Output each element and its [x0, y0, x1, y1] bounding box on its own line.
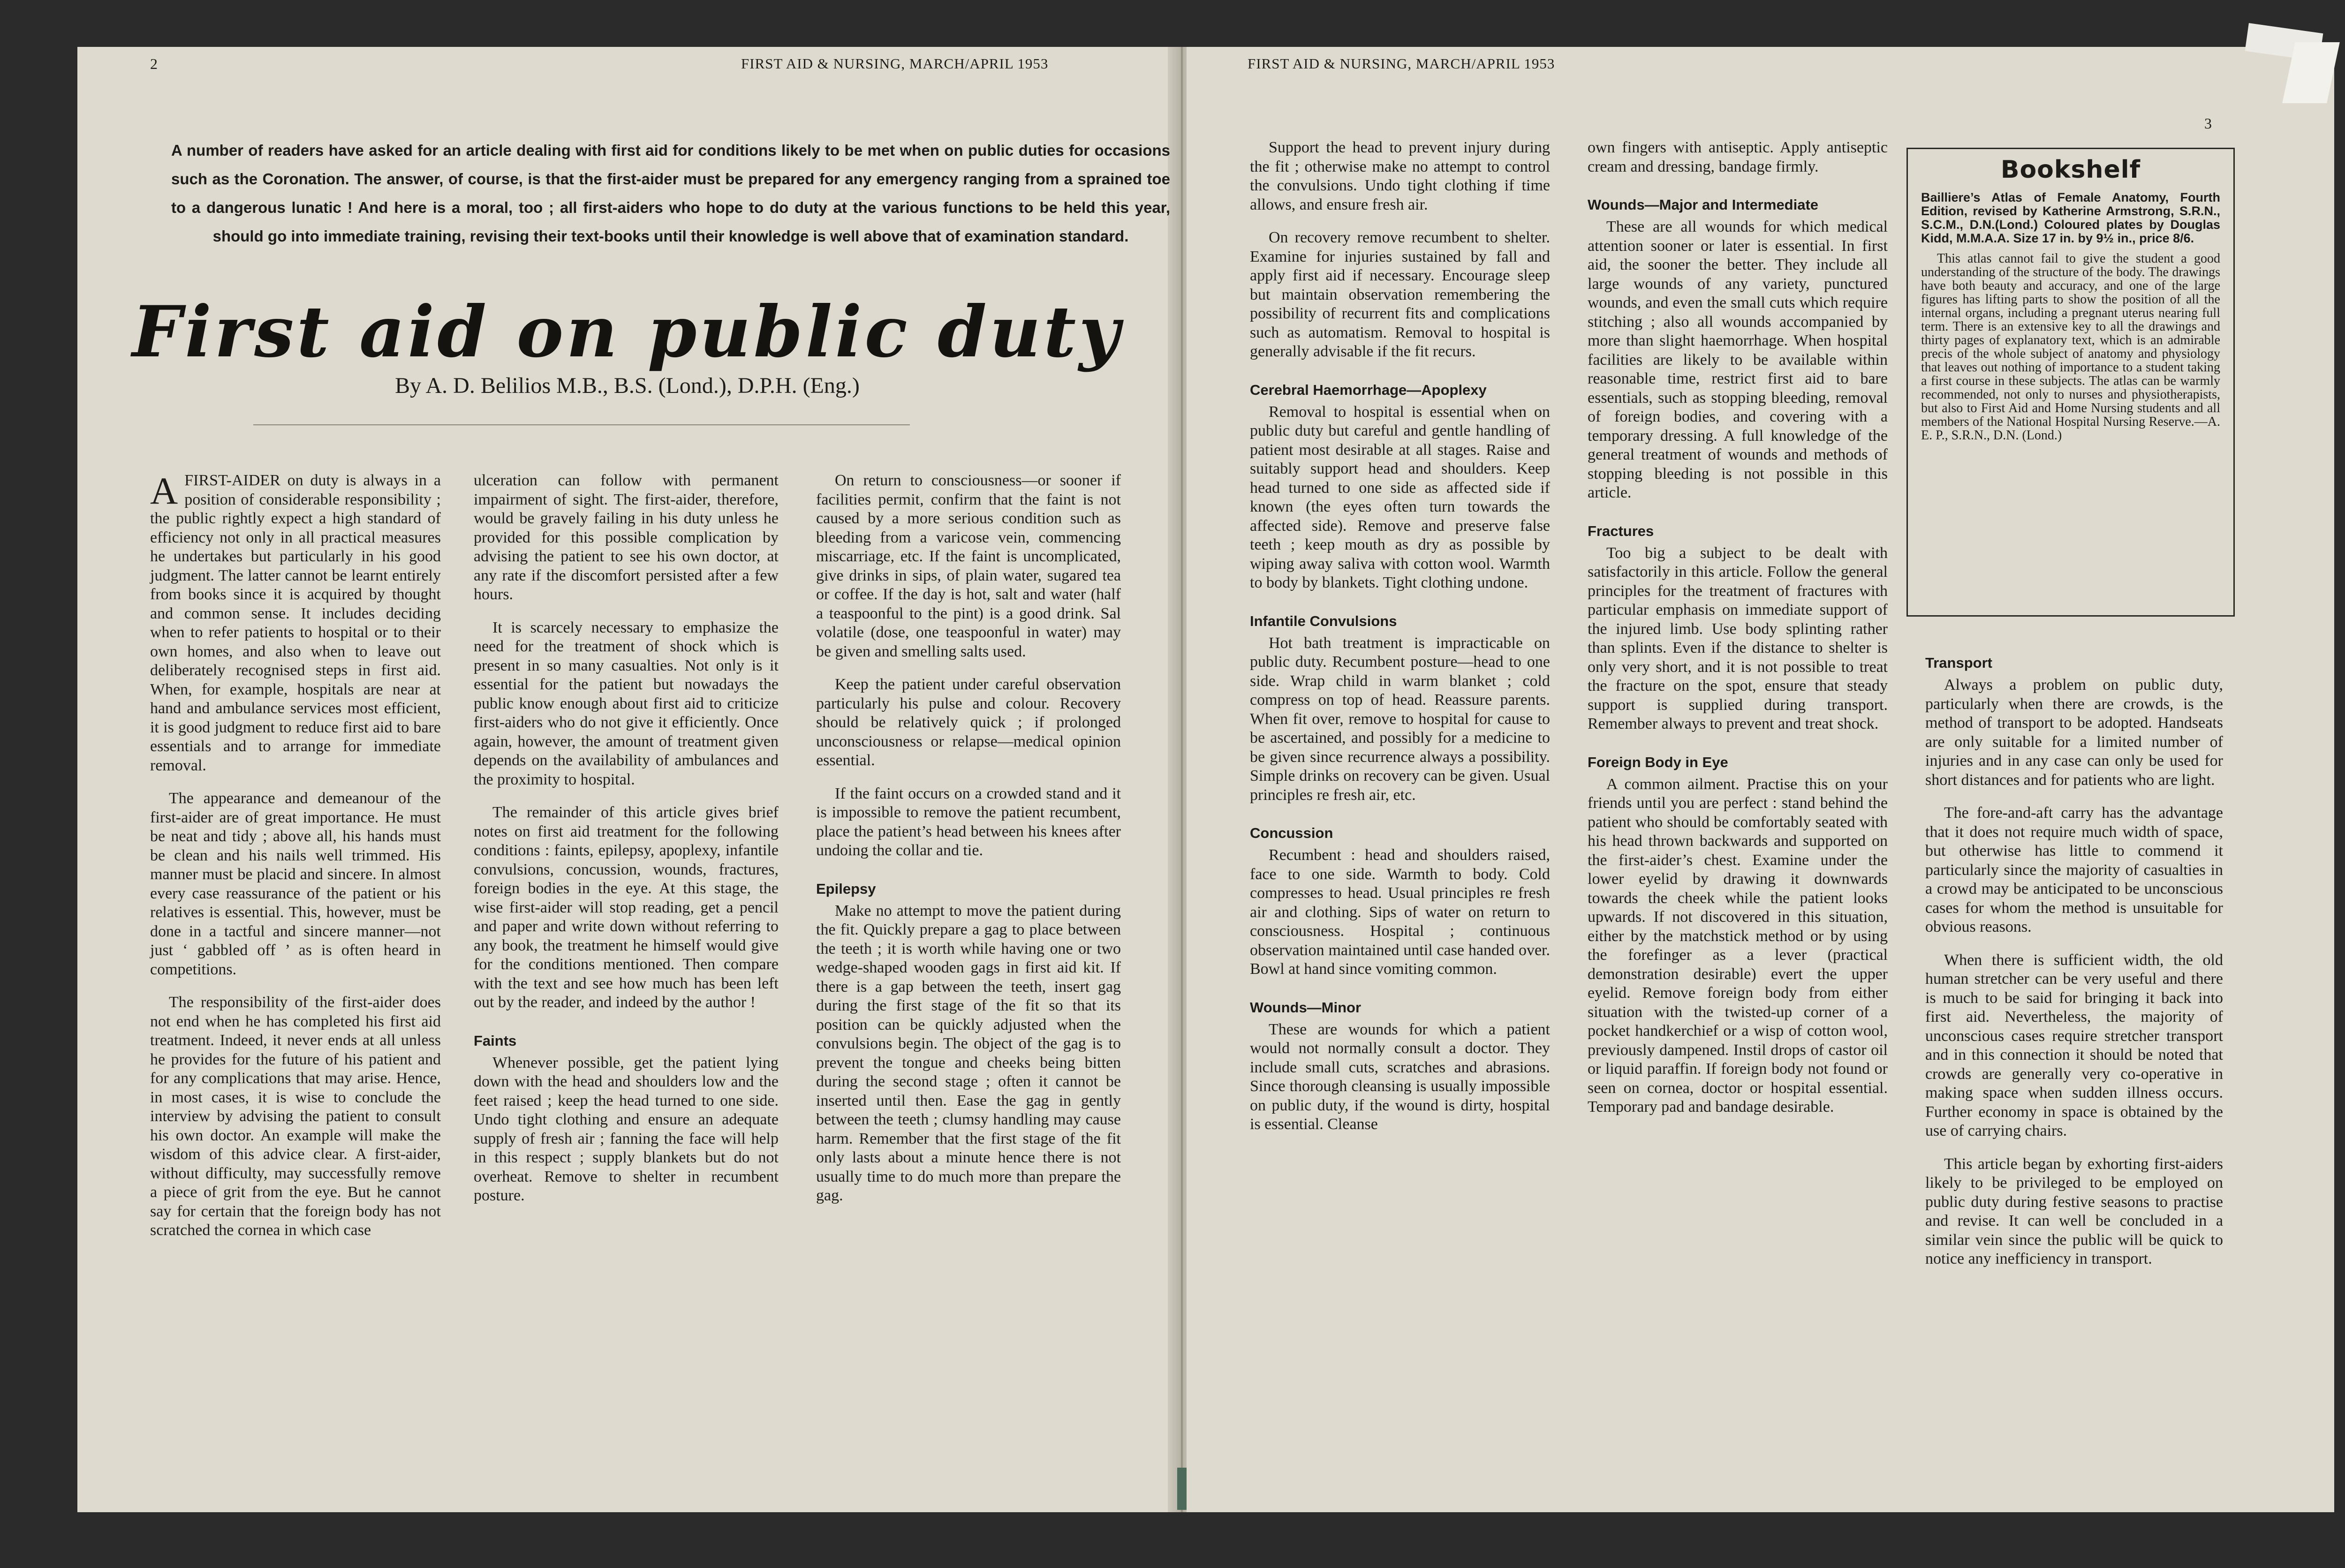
heading-concussion: Concussion [1250, 825, 1333, 841]
page-number-right: 3 [2204, 115, 2212, 132]
right-column-2 [1588, 138, 1888, 1131]
rcol3-paragraph-2: The fore-and-aft carry has the advantage that it does not require much width of space, but otherwise has little to commend it particularly since the majority of casualties in a crowd may be anticipated to be unconscious cases for whom the method is unsuitable for obvious reasons. [1925, 804, 2223, 935]
heading-cerebral: Cerebral Haemorrhage—Apoplexy [1250, 381, 1487, 398]
heading-foreign-body: Foreign Body in Eye [1588, 754, 1728, 770]
col3-paragraph-2: Keep the patient under careful observation particularly his pulse and colour. Recovery should be relatively quick ; if prolonged unconsciousness or relapse—medical opinion essential. [816, 676, 1121, 769]
rcol1-paragraph-3: Removal to hospital is essential when on public duty but careful and gentle handling of patient most desirable at all stages. Raise and suitably support head and shoulders. Keep head turned to one side as affected side if known (the eyes often turn towards the affected side). Remove and preserve false teeth ; keep mouth as dry as possible by wiping away saliva with cotton wool. Warmth to body by blankets. Tight clothing undone. [1250, 403, 1550, 591]
rcol2-paragraph-1: own fingers with antiseptic. Apply antiseptic cream and dressing, bandage firmly. [1588, 139, 1888, 175]
running-head-right: FIRST AID & NURSING, MARCH/APRIL 1953 [1248, 55, 1555, 72]
left-column-3 [816, 471, 1121, 1220]
heading-wounds-minor: Wounds—Minor [1250, 999, 1362, 1016]
rcol3-paragraph-4: This article began by exhorting first-aiders likely to be privileged to be employed on public duty during festive seasons to practise and revise. It can well be concluded in a similar vein since the public will be quick to notice any inefficiency in transport. [1925, 1155, 2223, 1267]
left-column-1 [150, 471, 441, 1254]
right-column-3 [1925, 654, 2223, 1283]
article-title: First aid on public duty [132, 291, 1123, 373]
book-review: This atlas cannot fail to give the student a good understanding of the structure of the body. The drawings have both beauty and accuracy, and one of the large figures has lifting parts to show the position of all the internal organs, including a pregnant uterus nearing full term. There is an extensive key to all the drawings and thirty pages of explanatory text, which is an admirable precis of the whole subject of anatomy and physiology that leaves out nothing of importance to a student taking a first course in these subjects. The atlas can be warmly recommended, not only to nurses and physiotherapists, but also to First Aid and Home Nursing students and all members of the National Hospital Nursing Reserve.—A. E. P., S.R.N., D.N. (Lond.) [1921, 251, 2220, 443]
rcol2-paragraph-3: Too big a subject to be dealt with satisfactorily in this article. Follow the general principles for the treatment of fractures with particular emphasis on immediate support of the injured limb. Use body splinting rather than splints. Even if the distance to shelter is only very short, and it is not possible to treat the fracture on the spot, ensure that steady support is supplied during transport. Remember always to prevent and treat shock. [1588, 544, 1888, 732]
col1-paragraph-2: The appearance and demeanour of the first-aider are of great importance. He must be neat and tidy ; above all, his hands must be clean and his nails well trimmed. His manner must be placid and sincere. In almost every case reassurance of the patient or his relatives is essential. This, however, must be done in a tactful and sincere manner—not just ‘ gabbled off ’ as is often heard in competitions. [150, 790, 441, 978]
heading-infantile: Infantile Convulsions [1250, 612, 1397, 629]
bookshelf-box [1906, 148, 2235, 617]
col1-paragraph-1: FIRST-AIDER on duty is always in a position of considerable responsibility ; the public rightly expect a high standard of efficiency not only in all practical measures he undertakes but particularly in his good judgment. The latter cannot be learnt entirely from books since it is acquired by thought and common sense. It includes deciding when to refer patients to hospital or to their own homes, and also when to leave out deliberately recognised steps in first aid. When, for example, hospitals are near at hand and ambulance services most efficient, it is good judgment to reduce first aid to bare essentials and to arrange for immediate removal. [150, 472, 441, 774]
col2-paragraph-3: The remainder of this article gives brief notes on first aid treatment for the following conditions : faints, epilepsy, apoplexy, infantile convulsions, concussion, wounds, fractures, foreign bodies in the eye. At this stage, the wise first-aider will stop reading, get a pencil and paper and write down without referring to any book, the treatment he himself would give for the conditions mentioned. Then compare with the text and see how much has been left out by the reader, and indeed by the author ! [474, 804, 779, 1011]
col1-paragraph-3: The responsibility of the first-aider does not end when he has completed his first aid treatment. Indeed, it never ends at all unless he provides for the future of his patient and for any complications that may arise. Hence, in most cases, it is wise to conclude the interview by advising the patient to consult his own doctor. An example will make the wisdom of this advice clear. A first-aider, without difficulty, may successfully remove a piece of grit from the eye. But he cannot say for certain that the foreign body has not scratched the cornea in which case [150, 994, 441, 1239]
rcol1-paragraph-4: Hot bath treatment is impracticable on public duty. Recumbent posture—head to one side. Wrap child in warm blanket ; cold compress on top of head. Reassure parents. When fit over, remove to hospital for cause to be ascertained, and possibly for a medicine to be given since recurrence always a possibility. Simple drinks on recovery can be given. Usual principles re fresh air, etc. [1250, 634, 1550, 804]
book-details: Bailliere’s Atlas of Female Anatomy, Fourth Edition, revised by Katherine Armstrong, S.R.N., S.C.M., D.N.(Lond.) Coloured plates by Douglas Kidd, M.M.A.A. Size 17 in. by 9½ in., price 8/6. [1921, 190, 2220, 245]
heading-fractures: Fractures [1588, 522, 1654, 539]
title-rule [253, 424, 910, 425]
heading-faints: Faints [474, 1032, 517, 1049]
rcol2-paragraph-2: These are all wounds for which medical attention sooner or later is essential. In first aid, the sooner the better. They include all large wounds of any variety, punctured wounds, and even the small cuts which require stitching ; also all wounds accompanied by more than slight haemorrhage. When hospital facilities are likely to be available within reasonable time, restrict first aid to bare essentials, such as stopping bleeding, removal of foreign bodies, and covering with a temporary dressing. A full knowledge of the general treatment of wounds and methods of stopping bleeding is not possible in this article. [1588, 218, 1888, 501]
heading-epilepsy: Epilepsy [816, 880, 876, 897]
rcol3-paragraph-1: Always a problem on public duty, particularly when there are crowds, is the method of transport to be adopted. Handseats are only suitable for a limited number of injuries and in any case can only be used for short distances and for patients who are light. [1925, 676, 2223, 789]
col3-paragraph-3: If the faint occurs on a crowded stand and it is impossible to remove the patient recumbent, place the patient’s head between his knees after undoing the collar and tie. [816, 784, 1121, 859]
right-column-1 [1250, 138, 1550, 1148]
running-head-left: FIRST AID & NURSING, MARCH/APRIL 1953 [741, 55, 1049, 72]
intro-paragraph: A number of readers have asked for an article dealing with first aid for conditions likely to be met when on public duties for occasions such as the Coronation. The answer, of course, is that the first-aider must be prepared for any emergency ranging from a sprained toe to a dangerous lunatic ! And here is a moral, too ; all first-aiders who hope to do duty at the various functions to be held this year, should go into immediate training, revising their text-books until their knowledge is well above that of examination standard. [171, 142, 1170, 245]
heading-wounds-major: Wounds—Major and Intermediate [1588, 196, 1819, 213]
rcol1-paragraph-6: These are wounds for which a patient would not normally consult a doctor. They include small cuts, scratches and abrasions. Since thorough cleansing is usually impossible on public duty, if the wound is dirty, hospital is essential. Cleanse [1250, 1020, 1550, 1133]
bookshelf-heading: Bookshelf [2000, 156, 2141, 184]
col3-paragraph-4: Make no attempt to move the patient during the fit. Quickly prepare a gag to place between the teeth ; it is worth while having one or two wedge-shaped wooden gags in first aid kit. If there is a gap between the teeth, insert gag during the first stage of the fit so that its position can be quickly adjusted when the convulsions begin. The object of the gag is to prevent the tongue and cheeks being bitten during the second stage ; often it cannot be inserted until then. Ease the gag in gently between the teeth ; clumsy handling may cause harm. Remember that the first stage of the fit only lasts about a minute hence there is not usually time to do much more than prepare the gag. [816, 902, 1121, 1204]
left-column-2 [474, 471, 779, 1220]
col2-paragraph-1: ulceration can follow with permanent impairment of sight. The first-aider, therefore, would be gravely failing in his duty unless he provided for this possible complication by advising the patient to see his own doctor, at any rate if the discomfort persisted after a few hours. [474, 472, 779, 603]
rcol1-paragraph-2: On recovery remove recumbent to shelter. Examine for injuries sustained by fall and apply first aid if necessary. Encourage sleep but maintain observation remembering the possibility of recurrent fits and complications such as automatism. Removal to hospital is generally advisable if the fit recurs. [1250, 229, 1550, 360]
heading-transport: Transport [1925, 655, 1992, 671]
rcol1-paragraph-5: Recumbent : head and shoulders raised, face to one side. Warmth to body. Cold compresses to head. Usual principles re fresh air and clothing. Sips of water on return to consciousness. Hospital ; continuous observation maintained until case handed over. Bowl at hand since vomiting common. [1250, 846, 1550, 978]
col2-paragraph-2: It is scarcely necessary to emphasize the need for the treatment of shock which is present in so many casualties. Not only is it essential for the patient but nowadays the public know enough about first aid to criticize first-aiders who do not give it efficiently. Once again, however, the amount of treatment given depends on the availability of ambulances and the proximity to hospital. [474, 618, 779, 788]
rcol2-paragraph-4: A common ailment. Practise this on your friends until you are perfect : stand behind the patient who should be comfortably seated with his head thrown backwards and supported on the first-aider’s chest. Examine under the lower eyelid by drawing it downwards towards the cheek while the patient looks upwards. If not discovered in this situation, either by the matchstick method or by using the forefinger as a lever (practical demonstration desirable) evert the upper eyelid. Remove foreign body from either situation with the twisted-up corner of a pocket handkerchief or a wisp of cotton wool, previously dampened. Instil drops of castor oil or liquid paraffin. If foreign body not found or seen on cornea, doctor or hospital essential. Temporary pad and bandage desirable. [1588, 775, 1888, 1116]
rcol1-paragraph-1: Support the head to prevent injury during the fit ; otherwise make no attempt to control the convulsions. Undo tight clothing if time allows, and ensure fresh air. [1250, 139, 1550, 213]
col3-paragraph-1: On return to consciousness—or sooner if facilities permit, confirm that the faint is not caused by a more serious condition such as bleeding from a varicose vein, commencing miscarriage, etc. If the faint is uncomplicated, give drinks in sips, of plain water, sugared tea or coffee. If the day is hot, salt and water (half a teaspoonful to the pint) is a good drink. Sal volatile (dose, one teaspoonful in water) may be given and smelling salts used. [816, 472, 1121, 660]
article-byline: By A. D. Belilios M.B., B.S. (Lond.), D.P.H. (Eng.) [395, 373, 860, 398]
col2-paragraph-4: Whenever possible, get the patient lying down with the head and shoulders low and the feet raised ; keep the head turned to one side. Undo tight clothing and ensure an adequate supply of fresh air ; fanning the face will help in this respect ; supply blankets but do not overheat. Remove to shelter in recumbent posture. [474, 1054, 779, 1204]
drop-cap: A [150, 469, 178, 512]
page-number-left: 2 [150, 55, 158, 72]
rcol3-paragraph-3: When there is sufficient width, the old human stretcher can be very useful and there is much to be said for bringing it back into first aid. Nevertheless, the majority of unconscious cases require stretcher transport and in this connection it should be noted that crowds are generally very co-operative in making space when sudden illness occurs. Further economy in space is obtained by the use of carrying chairs. [1925, 951, 2223, 1139]
